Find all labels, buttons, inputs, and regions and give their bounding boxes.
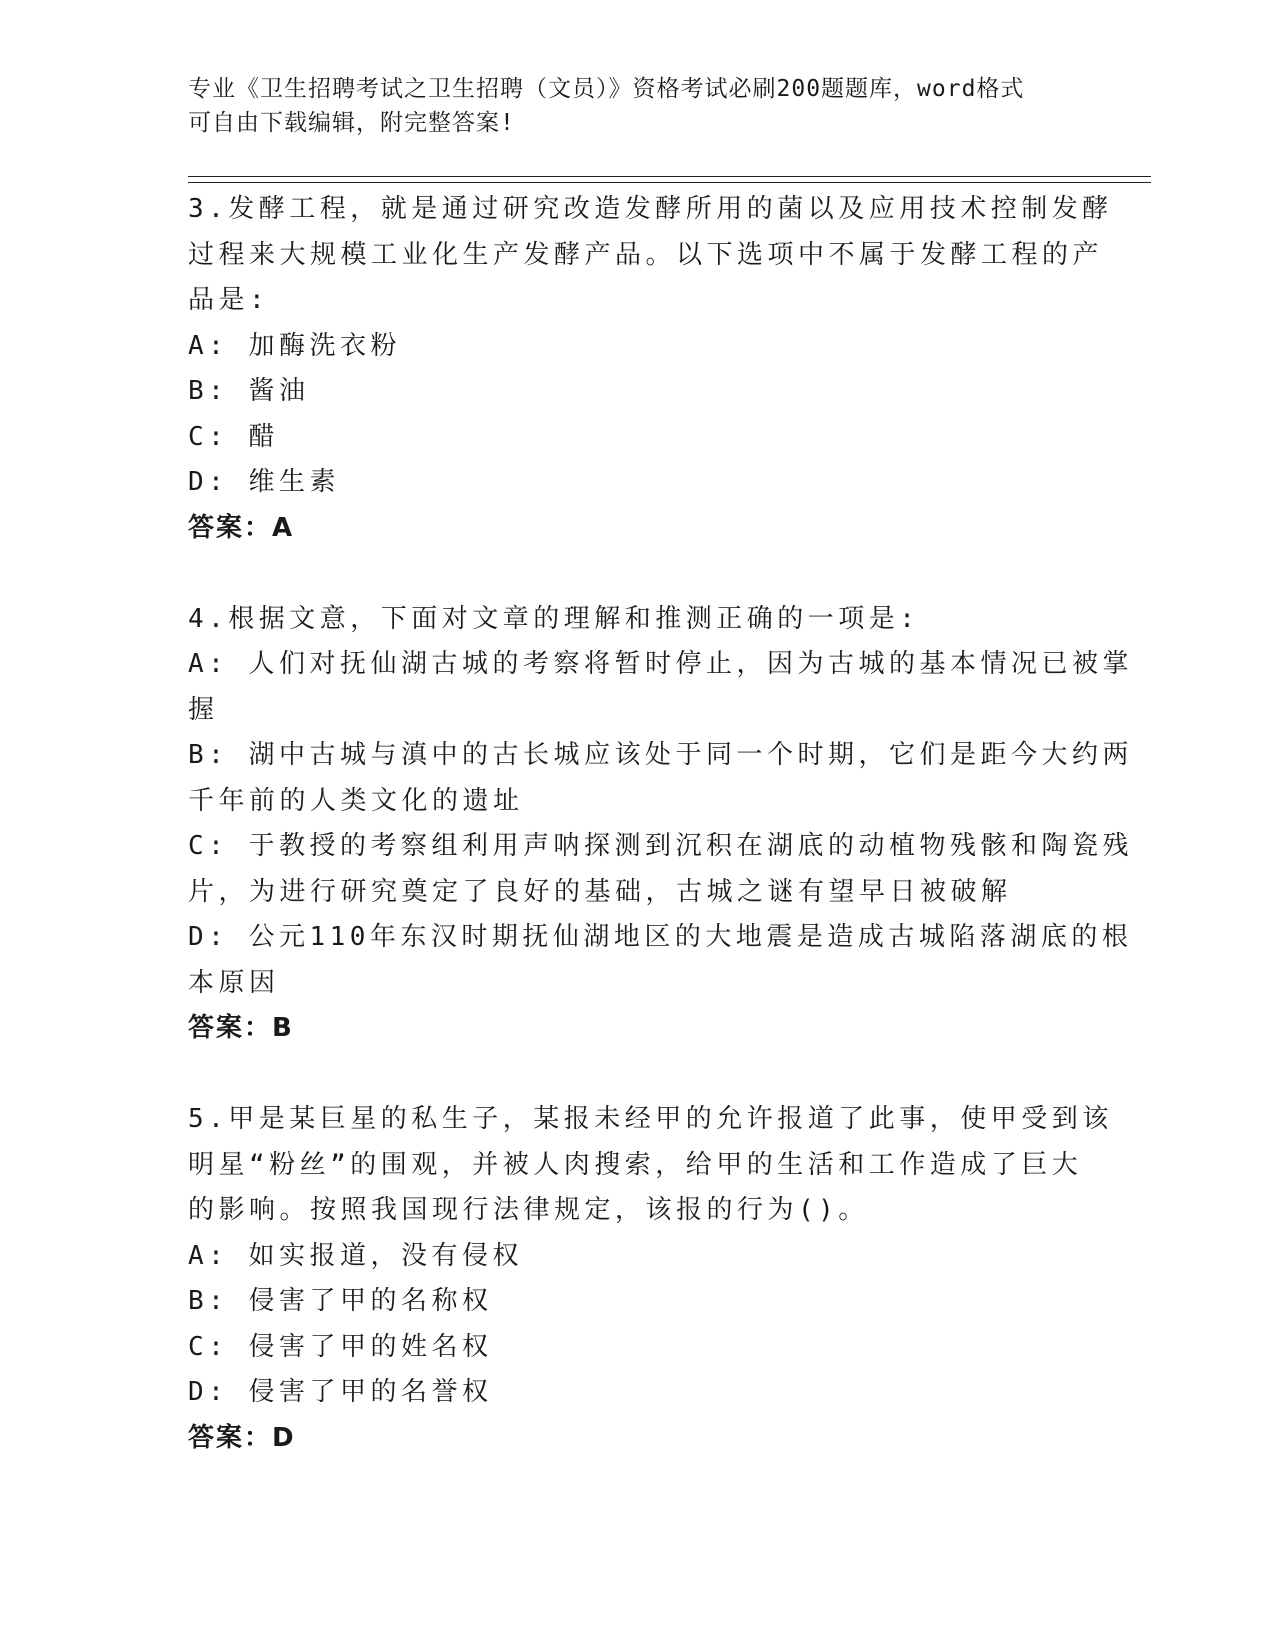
option-b: B: 湖中古城与滇中的古长城应该处于同一个时期，它们是距今大约两 [188, 740, 1133, 770]
option-c-continuation: 片，为进行研究奠定了良好的基础，古城之谜有望早日被破解 [188, 876, 1012, 907]
question-item [188, 1097, 1113, 1461]
question-stem-line: 品是: [188, 285, 270, 315]
option-d: D: 公元110年东汉时期抚仙湖地区的大地震是造成古城陷落湖底的根 [188, 922, 1133, 952]
header-line: 专业《卫生招聘考试之卫生招聘（文员）》资格考试必刷200题题库，word格式 [188, 76, 1025, 102]
answer-label: 答案：B [188, 1013, 294, 1043]
option-b: B: 酱油 [188, 376, 310, 406]
document-header [188, 72, 1068, 140]
option-a: A: 人们对抚仙湖古城的考察将暂时停止，因为古城的基本情况已被掌 [188, 649, 1133, 679]
option-b: B: 侵害了甲的名称权 [188, 1286, 493, 1316]
question-stem-line: 的影响。按照我国现行法律规定，该报的行为()。 [188, 1195, 869, 1225]
question-stem-line: 3.发酵工程，就是通过研究改造发酵所用的菌以及应用技术控制发酵 [188, 194, 1113, 224]
option-d: D: 侵害了甲的名誉权 [188, 1377, 493, 1407]
question-stem-line: 4.根据文意，下面对文章的理解和推测正确的一项是: [188, 603, 920, 634]
answer-label: 答案：A [188, 512, 295, 543]
answer-label: 答案：D [188, 1422, 296, 1453]
question-stem-line: 过程来大规模工业化生产发酵产品。以下选项中不属于发酵工程的产 [188, 239, 1104, 270]
question-stem-line: 5.甲是某巨星的私生子，某报未经甲的允许报道了此事，使甲受到该 [188, 1104, 1113, 1134]
question-item [188, 187, 1113, 551]
header-line: 可自由下载编辑，附完整答案! [188, 110, 515, 136]
option-c: C: 醋 [188, 421, 279, 452]
option-a-continuation: 握 [188, 694, 219, 725]
header-divider [188, 182, 1151, 183]
header-divider [188, 176, 1151, 177]
option-b-continuation: 千年前的人类文化的遗址 [188, 785, 524, 816]
option-d-continuation: 本原因 [188, 967, 280, 998]
option-d: D: 维生素 [188, 467, 340, 497]
question-item [188, 597, 1133, 1052]
option-a: A: 如实报道，没有侵权 [188, 1240, 523, 1271]
option-c: C: 侵害了甲的姓名权 [188, 1331, 493, 1362]
option-a: A: 加酶洗衣粉 [188, 330, 401, 361]
question-stem-line: 明星“粉丝”的围观，并被人肉搜索，给甲的生活和工作造成了巨大 [188, 1149, 1083, 1180]
option-c: C: 于教授的考察组利用声呐探测到沉积在湖底的动植物残骸和陶瓷残 [188, 831, 1133, 861]
question-list [188, 187, 1133, 1507]
